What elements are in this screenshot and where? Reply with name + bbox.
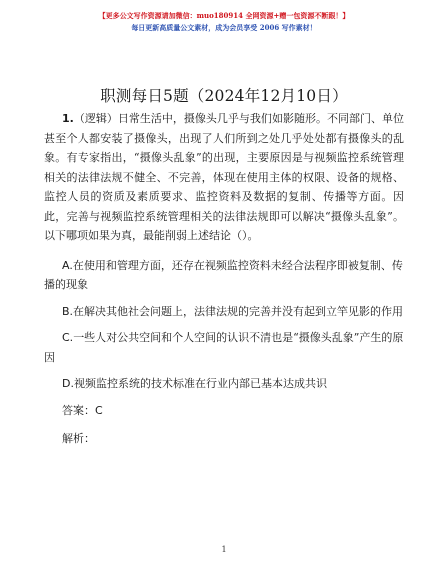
question-number: 1. xyxy=(62,112,74,125)
answer-line xyxy=(44,401,404,421)
option-a xyxy=(44,256,404,295)
answer-label: 答案： xyxy=(62,403,95,417)
answer-value: C xyxy=(95,403,103,417)
question-stem xyxy=(44,109,404,246)
option-d-text: 视频监控系统的技术标准在行业内部已基本达成共识 xyxy=(73,377,327,390)
document-title: 职测每日5题（2024年12月10日） xyxy=(100,87,348,105)
analysis-label: 解析： xyxy=(62,432,95,445)
option-b xyxy=(44,302,404,322)
page-number: 1 xyxy=(221,545,227,554)
option-b-letter: B. xyxy=(62,304,74,318)
option-d-letter: D. xyxy=(62,377,74,390)
option-a-letter: A. xyxy=(62,258,73,272)
option-c-text: 一些人对公共空间和个人空间的认识不清也是“摄像头乱象”产生的原因 xyxy=(44,331,404,364)
question-block xyxy=(44,109,404,449)
option-b-text: 在解决其他社会问题上，法律法规的完善并没有起到立竿见影的作用 xyxy=(73,304,404,318)
option-a-text: 在使用和管理方面，还存在视频监控资料未经合法程序即被复制、传播的现象 xyxy=(44,258,403,291)
option-c xyxy=(44,328,404,367)
promo-banner-line1: 【更多公文写作资源请加微信：muo180914 全网资源+赠一包资源不断跟！】 xyxy=(98,11,350,20)
question-text: （逻辑）日常生活中，摄像头几乎与我们如影随形。不同部门、单位甚至个人都安装了摄像头，出现了人们所到之处几乎处处都有摄像头的乱象。有专家指出，“摄像头乱象”的出现，主要原因是与视频监控系统管理相关的法律法规不健全、不完善，体现在使用主体的权限、设备的规格、监控人员的资质及素质要求、监控资料及数据的复制、传播等方面。因此，完善与视频监控系统管理相关的法律法规即可以解决“摄像头乱象”。以下哪项如果为真，最能削弱上述结论（）。 xyxy=(44,112,404,242)
promo-banner xyxy=(0,10,448,34)
promo-banner-line2: 每日更新高质量公文素材，成为会员享受 2006 写作素材！ xyxy=(131,23,317,32)
option-d xyxy=(44,374,404,394)
option-c-letter: C. xyxy=(62,331,74,344)
